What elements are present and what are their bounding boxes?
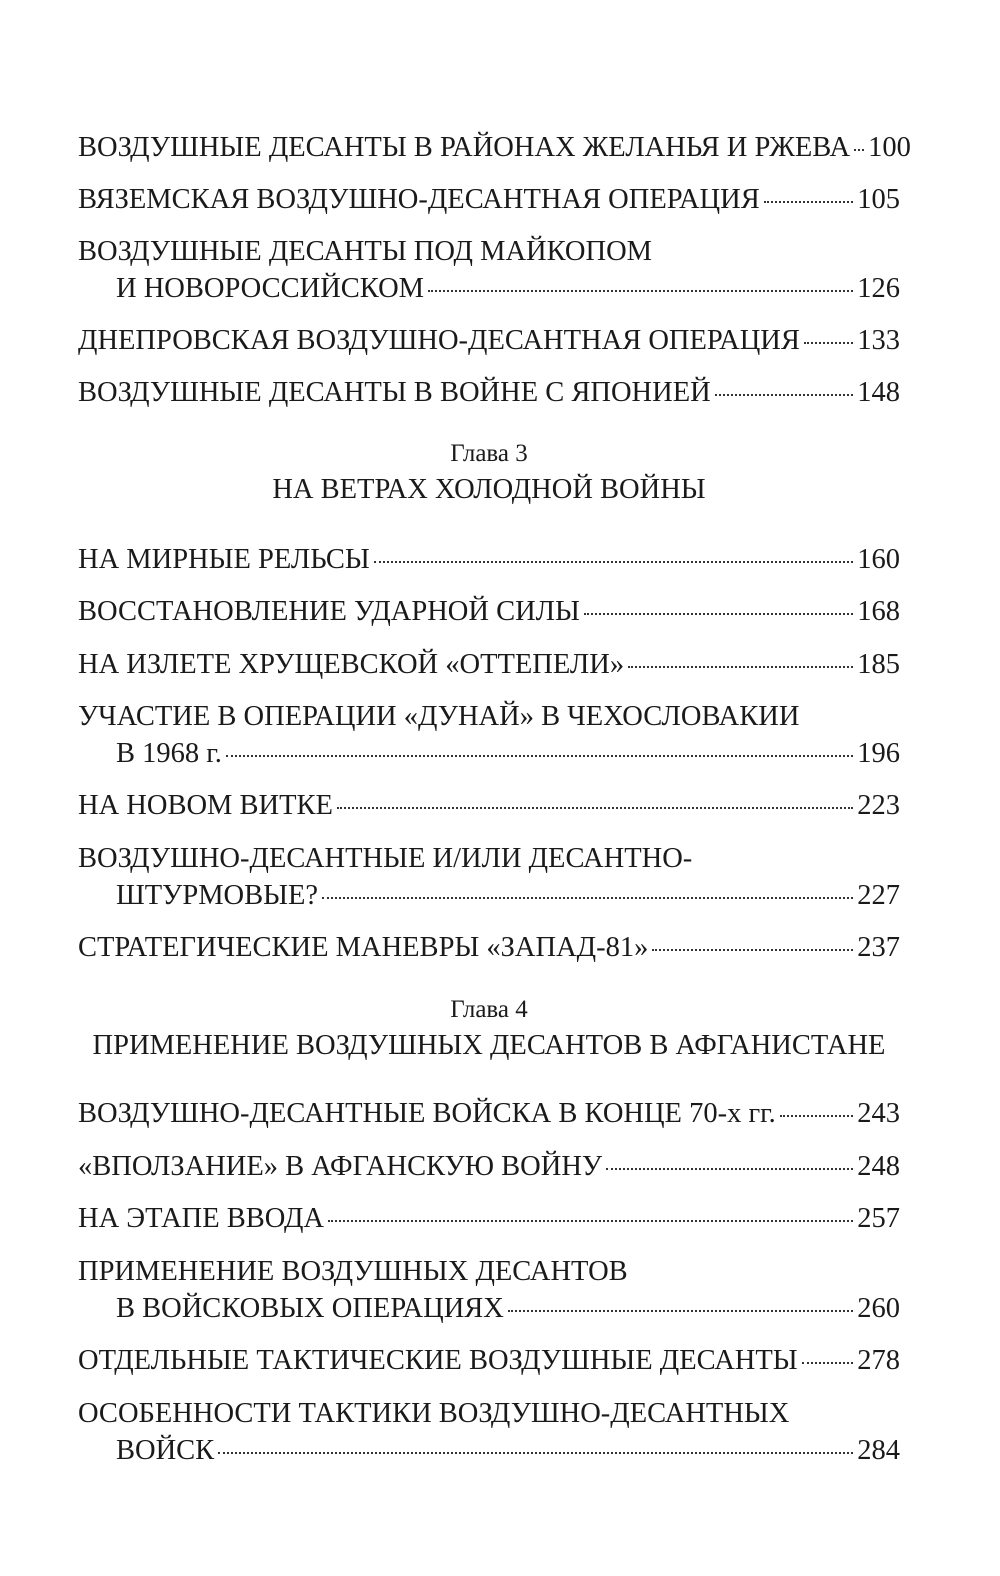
toc-entry-title: ПРИМЕНЕНИЕ ВОЗДУШНЫХ ДЕСАНТОВ: [78, 1256, 628, 1287]
toc-entry-title: ВОЗДУШНЫЕ ДЕСАНТЫ В РАЙОНАХ ЖЕЛАНЬЯ И РЖЕВА: [78, 132, 851, 163]
toc-entry-title-continued: ВОЙСК: [116, 1435, 215, 1466]
dot-leader: [628, 666, 853, 668]
toc-page-number: 168: [857, 596, 900, 627]
toc-page-number: 126: [857, 273, 900, 304]
toc-page-number: 185: [857, 649, 900, 680]
toc-page-number: 257: [857, 1203, 900, 1234]
dot-leader: [764, 201, 854, 203]
dot-leader: [218, 1452, 853, 1454]
toc-page-number: 248: [857, 1151, 900, 1182]
toc-page-number: 227: [857, 880, 900, 911]
toc-page-number: 260: [857, 1293, 900, 1324]
toc-page-number: 223: [857, 790, 900, 821]
toc-entry-title-continued: И НОВОРОССИЙСКОМ: [116, 273, 425, 304]
toc-page-number: 196: [857, 738, 900, 769]
toc-entry[interactable]: [78, 1148, 900, 1185]
toc-entry-title: НА МИРНЫЕ РЕЛЬСЫ: [78, 544, 370, 575]
chapter-heading: [78, 994, 900, 1064]
toc-entry[interactable]: [78, 1253, 900, 1327]
toc-entry[interactable]: [78, 1200, 900, 1237]
chapter-heading: [78, 438, 900, 508]
chapter-label: Глава 4: [450, 996, 528, 1023]
toc-entry-title: ВОЗДУШНО-ДЕСАНТНЫЕ ВОЙСКА В КОНЦЕ 70-х гг.: [78, 1098, 776, 1129]
dot-leader: [652, 949, 853, 951]
toc-page-number: 284: [857, 1435, 900, 1466]
toc-entry[interactable]: [78, 929, 900, 966]
toc-entry[interactable]: [78, 646, 900, 683]
toc-entry[interactable]: [78, 840, 900, 914]
toc-page-number: 237: [857, 932, 900, 963]
dot-leader: [780, 1115, 854, 1117]
dot-leader: [337, 807, 853, 809]
toc-entry[interactable]: [78, 593, 900, 630]
toc-page-number: 243: [857, 1098, 900, 1129]
toc-entry[interactable]: [78, 1342, 900, 1379]
dot-leader: [584, 613, 853, 615]
toc-entry-title: СТРАТЕГИЧЕСКИЕ МАНЕВРЫ «ЗАПАД-81»: [78, 932, 649, 963]
toc-entry-title: ВОЗДУШНЫЕ ДЕСАНТЫ В ВОЙНЕ С ЯПОНИЕЙ: [78, 377, 711, 408]
toc-entry-title-continued: ШТУРМОВЫЕ?: [116, 880, 319, 911]
toc-entry[interactable]: [78, 698, 900, 772]
toc-entry[interactable]: [78, 787, 900, 824]
toc-entry-title: ВОЗДУШНЫЕ ДЕСАНТЫ ПОД МАЙКОПОМ: [78, 236, 653, 267]
dot-leader: [328, 1220, 853, 1222]
toc-entry-title: УЧАСТИЕ В ОПЕРАЦИИ «ДУНАЙ» В ЧЕХОСЛОВАКИИ: [78, 701, 800, 732]
toc-entry-title: ОСОБЕННОСТИ ТАКТИКИ ВОЗДУШНО-ДЕСАНТНЫХ: [78, 1398, 790, 1429]
toc-entry[interactable]: [78, 1095, 900, 1132]
dot-leader: [508, 1310, 853, 1312]
dot-leader: [854, 149, 864, 151]
toc-entry[interactable]: [78, 541, 900, 578]
toc-entry-title-continued: В 1968 г.: [116, 738, 222, 769]
toc-entry[interactable]: [78, 374, 900, 411]
chapter-label: Глава 3: [450, 440, 528, 467]
dot-leader: [226, 755, 853, 757]
toc-page-number: 160: [857, 544, 900, 575]
dot-leader: [715, 394, 854, 396]
toc-entry-title: ДНЕПРОВСКАЯ ВОЗДУШНО-ДЕСАНТНАЯ ОПЕРАЦИЯ: [78, 325, 800, 356]
toc-entry[interactable]: [78, 233, 900, 307]
toc-page-number: 133: [857, 325, 900, 356]
toc-entry-title: ВОЗДУШНО-ДЕСАНТНЫЕ И/ИЛИ ДЕСАНТНО-: [78, 843, 693, 874]
dot-leader: [374, 561, 853, 563]
dot-leader: [606, 1168, 853, 1170]
toc-entry-title: ВЯЗЕМСКАЯ ВОЗДУШНО-ДЕСАНТНАЯ ОПЕРАЦИЯ: [78, 184, 760, 215]
dot-leader: [802, 1362, 854, 1364]
toc-page-number: 105: [857, 184, 900, 215]
toc-entry-title: ВОССТАНОВЛЕНИЕ УДАРНОЙ СИЛЫ: [78, 596, 580, 627]
toc-entry-title-continued: В ВОЙСКОВЫХ ОПЕРАЦИЯХ: [116, 1293, 504, 1324]
toc-entry[interactable]: [78, 129, 911, 166]
toc-page-number: 278: [857, 1345, 900, 1376]
chapter-title: ПРИМЕНЕНИЕ ВОЗДУШНЫХ ДЕСАНТОВ В АФГАНИСТАНЕ: [92, 1030, 886, 1061]
toc-entry-title: «ВПОЛЗАНИЕ» В АФГАНСКУЮ ВОЙНУ: [78, 1151, 603, 1182]
toc-entry[interactable]: [78, 322, 900, 359]
toc-entry[interactable]: [78, 1395, 900, 1469]
dot-leader: [428, 290, 853, 292]
toc-page-number: 148: [857, 377, 900, 408]
toc-page-number: 100: [868, 132, 911, 163]
toc-entry-title: НА ЭТАПЕ ВВОДА: [78, 1203, 324, 1234]
toc-entry[interactable]: [78, 181, 900, 218]
dot-leader: [804, 342, 853, 344]
dot-leader: [322, 897, 853, 899]
toc-entry-title: ОТДЕЛЬНЫЕ ТАКТИЧЕСКИЕ ВОЗДУШНЫЕ ДЕСАНТЫ: [78, 1345, 798, 1376]
chapter-title: НА ВЕТРАХ ХОЛОДНОЙ ВОЙНЫ: [272, 474, 706, 505]
toc-entry-title: НА ИЗЛЕТЕ ХРУЩЕВСКОЙ «ОТТЕПЕЛИ»: [78, 649, 625, 680]
toc-entry-title: НА НОВОМ ВИТКЕ: [78, 790, 333, 821]
